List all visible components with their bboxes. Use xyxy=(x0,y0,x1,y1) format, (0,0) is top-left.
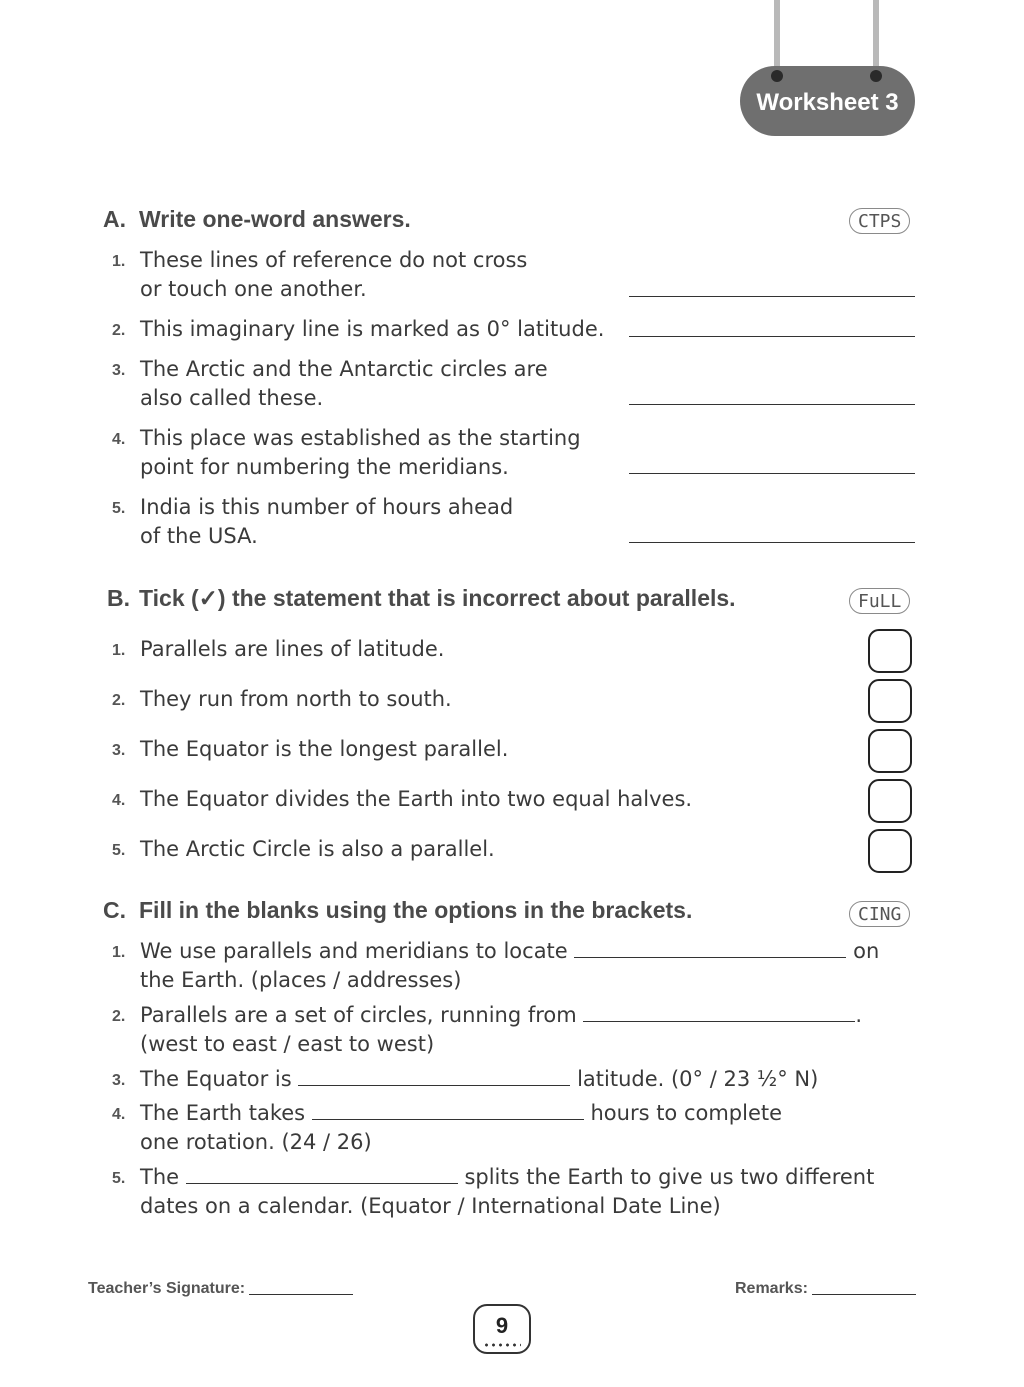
qc2-line2: (west to east / east to west) xyxy=(140,1032,435,1056)
qa2-answer-line[interactable] xyxy=(629,336,915,337)
section-a-badge: CTPS xyxy=(849,208,910,234)
qa4-answer-line[interactable] xyxy=(629,473,915,474)
qa1-line2: or touch one another. xyxy=(140,277,367,301)
qc4-line2: one rotation. (24 / 26) xyxy=(140,1130,372,1154)
qc4-before: The Earth takes xyxy=(140,1101,306,1125)
teacher-signature-label: Teacher’s Signature: xyxy=(88,1280,246,1297)
qb2-tick-box[interactable] xyxy=(868,679,912,723)
qc5-line1 xyxy=(140,1163,920,1192)
remarks xyxy=(735,1280,916,1298)
qb5-tick-box[interactable] xyxy=(868,829,912,873)
qc2-number: 2. xyxy=(112,1008,126,1025)
qc4-line1 xyxy=(140,1099,920,1128)
teacher-signature-line[interactable] xyxy=(249,1294,353,1295)
qa3-line1: The Arctic and the Antarctic circles are xyxy=(140,357,548,381)
qa1-answer-line[interactable] xyxy=(629,296,915,297)
qb4-text: The Equator divides the Earth into two equal halves. xyxy=(140,787,693,811)
qa4-number: 4. xyxy=(112,431,126,448)
qa1-line1: These lines of reference do not cross xyxy=(140,248,528,272)
qb1-text: Parallels are lines of latitude. xyxy=(140,637,445,661)
qa4-line2: point for numbering the meridians. xyxy=(140,455,509,479)
page-number-badge xyxy=(473,1304,531,1354)
page-number-dots xyxy=(483,1343,521,1347)
qb2-number: 2. xyxy=(112,692,126,709)
remarks-label: Remarks: xyxy=(735,1280,808,1297)
section-b-badge: FuLL xyxy=(849,588,910,614)
qc3-after: latitude. (0° / 23 ½° N) xyxy=(577,1067,819,1091)
worksheet-tag-hanger xyxy=(740,0,915,136)
section-c-title: Fill in the blanks using the options in the brackets. xyxy=(139,897,693,923)
qa5-line1: India is this number of hours ahead xyxy=(140,495,514,519)
hanger-pin-left xyxy=(771,70,783,82)
qa4-text xyxy=(140,424,581,482)
qb4-tick-box[interactable] xyxy=(868,779,912,823)
qb5-number: 5. xyxy=(112,842,126,859)
qa3-line2: also called these. xyxy=(140,386,324,410)
qa5-line2: of the USA. xyxy=(140,524,258,548)
qa5-text xyxy=(140,493,513,551)
section-c-letter: C. xyxy=(103,897,126,923)
qc3-line1 xyxy=(140,1065,920,1094)
qb3-text: The Equator is the longest parallel. xyxy=(140,737,509,761)
qa2-number: 2. xyxy=(112,322,126,339)
qc2-after: . xyxy=(855,1003,863,1027)
qa3-text xyxy=(140,355,548,413)
qc2-blank[interactable] xyxy=(583,1001,855,1022)
section-a-title: Write one-word answers. xyxy=(139,206,411,232)
qa3-number: 3. xyxy=(112,362,126,379)
qa4-line1: This place was established as the starting xyxy=(140,426,581,450)
qb1-tick-box[interactable] xyxy=(868,629,912,673)
qa2-line1: This imaginary line is marked as 0° latitude. xyxy=(140,317,605,341)
qc1-after: on xyxy=(853,939,880,963)
qc1-text xyxy=(140,937,920,995)
qb1-number: 1. xyxy=(112,642,126,659)
qc2-text xyxy=(140,1001,920,1059)
qb5-text: The Arctic Circle is also a parallel. xyxy=(140,837,495,861)
qa3-answer-line[interactable] xyxy=(629,404,915,405)
qc1-before: We use parallels and meridians to locate xyxy=(140,939,568,963)
page-number: 9 xyxy=(495,1313,509,1338)
qc5-before: The xyxy=(140,1165,180,1189)
qc1-blank[interactable] xyxy=(574,937,846,958)
qc4-number: 4. xyxy=(112,1106,126,1123)
qc2-before: Parallels are a set of circles, running from xyxy=(140,1003,577,1027)
qc4-text xyxy=(140,1099,920,1157)
qa5-number: 5. xyxy=(112,500,126,517)
qb4-number: 4. xyxy=(112,792,126,809)
section-b-title: Tick (✓) the statement that is incorrect about parallels. xyxy=(139,585,736,611)
hanger-pin-right xyxy=(870,70,882,82)
qc1-line1 xyxy=(140,937,920,966)
qc4-after: hours to complete xyxy=(590,1101,783,1125)
qc3-number: 3. xyxy=(112,1072,126,1089)
section-b-letter: B. xyxy=(107,585,130,611)
section-b-heading xyxy=(107,585,736,612)
section-c-heading xyxy=(103,897,692,924)
section-a-heading xyxy=(103,206,411,233)
qb3-number: 3. xyxy=(112,742,126,759)
qa2-text xyxy=(140,315,604,344)
qc3-text xyxy=(140,1065,920,1094)
remarks-line[interactable] xyxy=(812,1294,916,1295)
qa1-number: 1. xyxy=(112,253,126,270)
qb2-text: They run from north to south. xyxy=(140,687,452,711)
qb3-tick-box[interactable] xyxy=(868,729,912,773)
qc3-blank[interactable] xyxy=(298,1065,570,1086)
qc5-after: splits the Earth to give us two different xyxy=(464,1165,875,1189)
section-c-badge: CING xyxy=(849,901,910,927)
worksheet-tag: Worksheet 3 xyxy=(740,66,915,136)
qc3-before: The Equator is xyxy=(140,1067,292,1091)
qc1-line2: the Earth. (places / addresses) xyxy=(140,968,462,992)
qc4-blank[interactable] xyxy=(312,1099,584,1120)
hanger-string-left xyxy=(774,0,780,74)
qc1-number: 1. xyxy=(112,944,126,961)
qc2-line1 xyxy=(140,1001,920,1030)
qa5-answer-line[interactable] xyxy=(629,542,915,543)
qc5-blank[interactable] xyxy=(186,1163,458,1184)
qc5-text xyxy=(140,1163,920,1221)
qa1-text xyxy=(140,246,527,304)
qc5-line2: dates on a calendar. (Equator / International Date Line) xyxy=(140,1194,721,1218)
qc5-number: 5. xyxy=(112,1170,126,1187)
section-a-letter: A. xyxy=(103,206,126,232)
hanger-string-right xyxy=(873,0,879,74)
teacher-signature xyxy=(88,1280,353,1298)
